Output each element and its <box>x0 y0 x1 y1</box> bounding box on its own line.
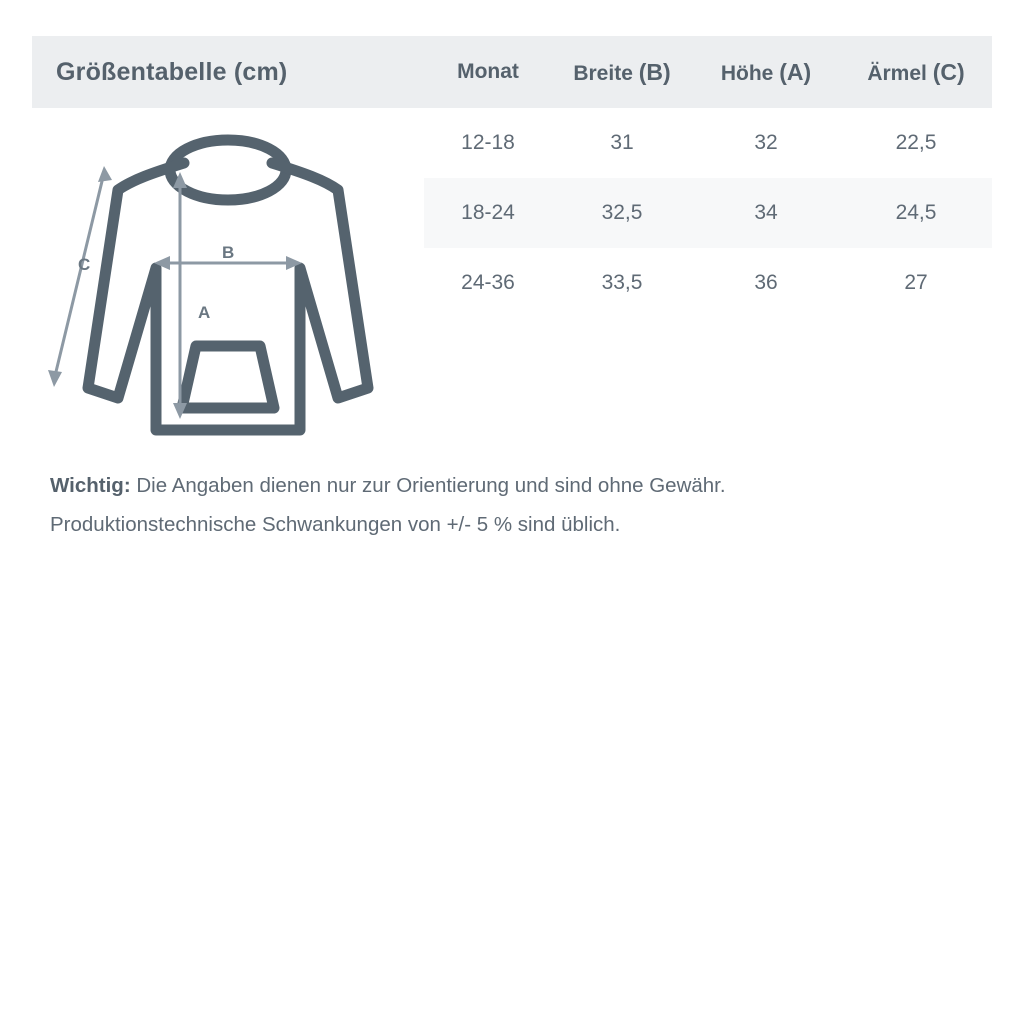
cell-aermel: 24,5 <box>895 201 937 224</box>
column-header-aermel <box>840 59 992 86</box>
page-title: Größentabelle (cm) <box>56 58 288 86</box>
label-width: B <box>222 243 235 262</box>
cell-monat: 24-36 <box>461 271 515 294</box>
column-header-aermel-letter: (C) <box>932 58 965 85</box>
table-header-row <box>424 36 992 108</box>
disclaimer-note <box>50 466 980 544</box>
label-sleeve: C <box>78 255 91 274</box>
hood-outline <box>170 140 286 200</box>
cell-hoehe: 32 <box>754 131 778 154</box>
cell-monat: 18-24 <box>461 201 515 224</box>
column-header-monat-text: Monat <box>457 60 519 83</box>
disclaimer-line2: Produktionstechnische Schwankungen von +/- 5 % sind üblich. <box>50 513 621 536</box>
table-row <box>424 248 992 318</box>
pocket-outline <box>182 346 274 408</box>
column-header-breite <box>552 59 692 86</box>
column-header-aermel-text: Ärmel <box>867 61 927 85</box>
cell-hoehe: 34 <box>754 201 778 224</box>
hoodie-diagram <box>32 118 424 448</box>
column-header-hoehe-text: Höhe <box>720 61 774 85</box>
cell-breite: 31 <box>610 131 634 154</box>
cell-breite: 32,5 <box>601 201 643 224</box>
column-header-breite-text: Breite <box>573 61 633 85</box>
size-table <box>424 36 992 318</box>
disclaimer-lead: Wichtig: <box>50 474 131 497</box>
cell-hoehe: 36 <box>754 271 778 294</box>
cell-aermel: 27 <box>904 271 928 294</box>
disclaimer-line1: Die Angaben dienen nur zur Orientierung und sind ohne Gewähr. <box>130 474 726 497</box>
table-row <box>424 178 992 248</box>
table-row <box>424 108 992 178</box>
column-header-breite-letter: (B) <box>638 58 671 85</box>
cell-breite: 33,5 <box>601 271 643 294</box>
column-header-monat <box>424 60 552 84</box>
label-height: A <box>198 303 211 322</box>
hoodie-icon <box>32 118 424 448</box>
cell-monat: 12-18 <box>461 131 515 154</box>
column-header-hoehe <box>692 59 840 86</box>
cell-aermel: 22,5 <box>895 131 937 154</box>
column-header-hoehe-letter: (A) <box>779 58 812 85</box>
